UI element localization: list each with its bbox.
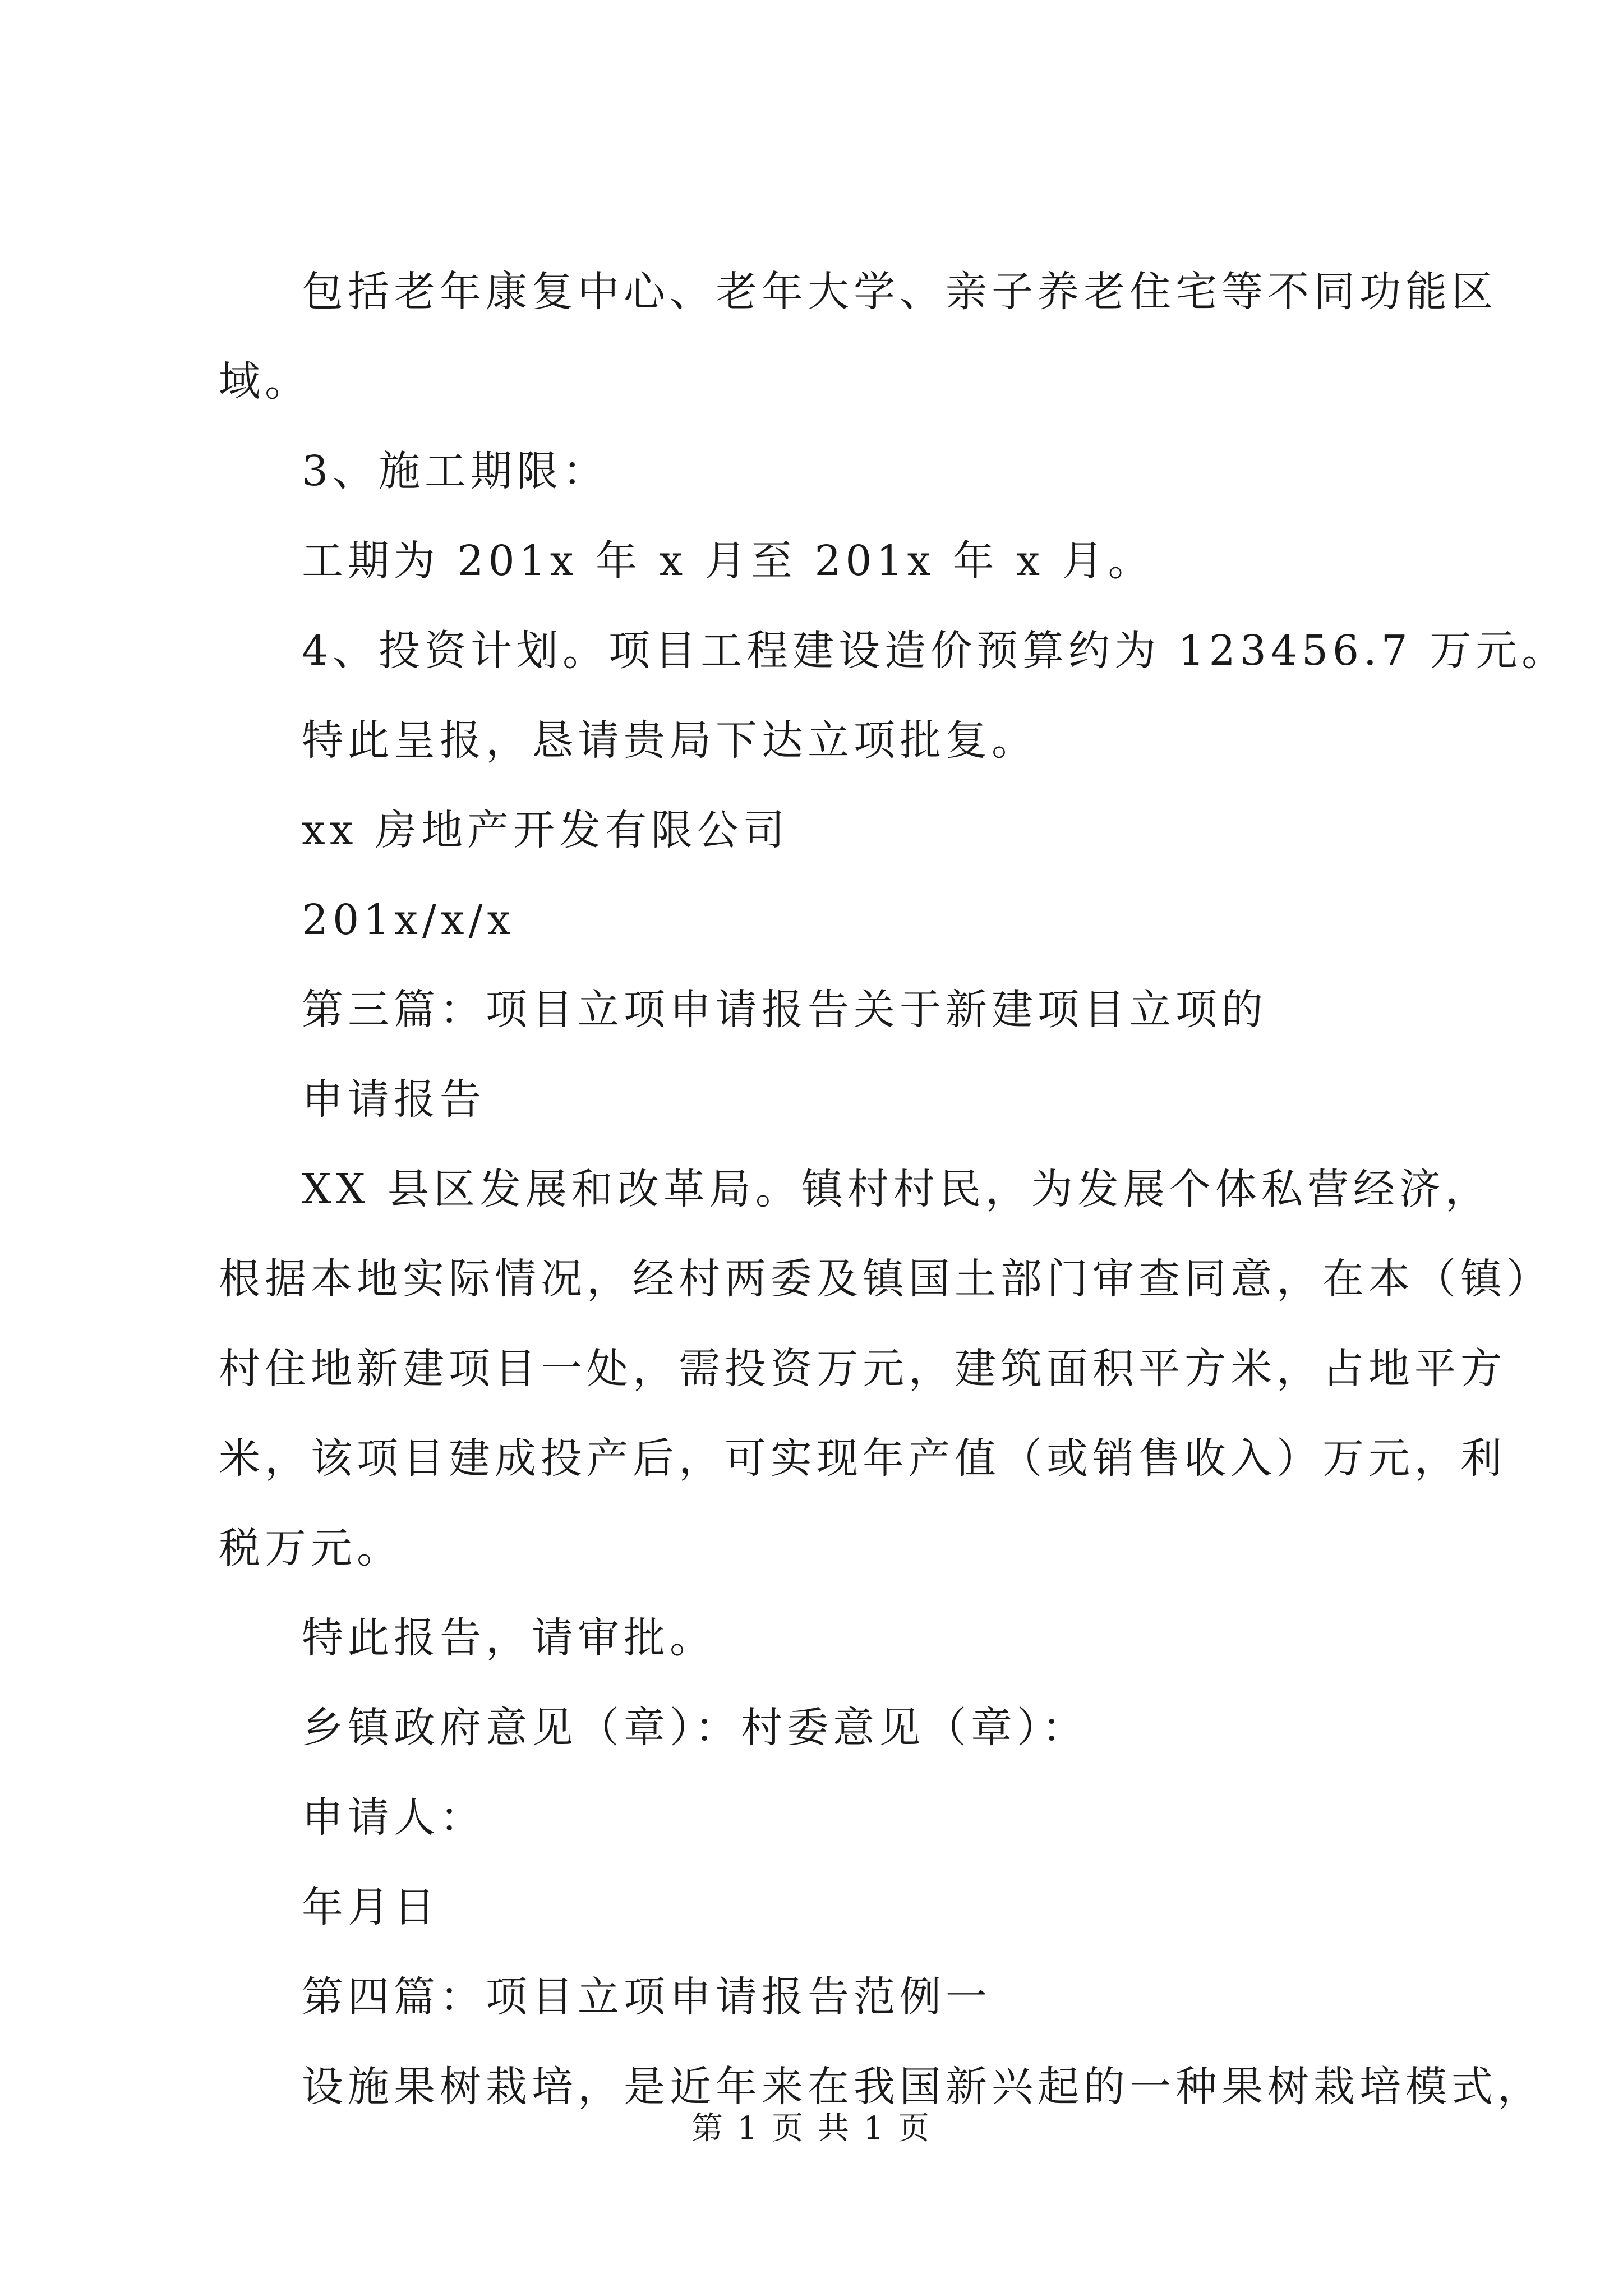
paragraph-line: 税万元。 (219, 1524, 403, 1572)
paragraph-line: 特此报告，请审批。 (302, 1614, 716, 1662)
opinion-line: 乡镇政府意见（章）：村委意见（章）： (302, 1704, 1088, 1752)
page-footer: 第 1 页 共 1 页 (691, 2110, 932, 2147)
date-line: 年月日 (302, 1883, 440, 1931)
paragraph-line: 4、投资计划。项目工程建设造价预算约为 123456.7 万元。 (302, 627, 1568, 675)
paragraph-line: 域。 (219, 357, 311, 406)
paragraph-line: 村住地新建项目一处，需投资万元，建筑面积平方米，占地平方 (219, 1345, 1506, 1393)
paragraph-line: 米，该项目建成投产后，可实现年产值（或销售收入）万元，利 (219, 1434, 1506, 1483)
paragraph-line: 包括老年康复中心、老年大学、亲子养老住宅等不同功能区 (302, 268, 1497, 316)
paragraph-line: 工期为 201x 年 x 月至 201x 年 x 月。 (302, 537, 1154, 585)
chapter-title: 第三篇：项目立项申请报告关于新建项目立项的 (302, 986, 1267, 1034)
paragraph-line: 根据本地实际情况，经村两委及镇国土部门审查同意，在本（镇） (219, 1255, 1552, 1303)
applicant-line: 申请人： (302, 1793, 486, 1842)
chapter-title-continued: 申请报告 (302, 1075, 486, 1124)
date-line: 201x/x/x (302, 896, 515, 944)
paragraph-line: XX 县区发展和改革局。镇村村民，为发展个体私营经济， (302, 1165, 1491, 1213)
document-body (219, 247, 1568, 2132)
chapter-title: 第四篇：项目立项申请报告范例一 (302, 1973, 992, 2021)
paragraph-line: 设施果树栽培，是近年来在我国新兴起的一种果树栽培模式， (302, 2063, 1543, 2111)
company-name: xx 房地产开发有限公司 (302, 806, 789, 854)
paragraph-line: 特此呈报，恳请贵局下达立项批复。 (302, 716, 1038, 765)
section-heading: 3、施工期限： (302, 447, 609, 495)
